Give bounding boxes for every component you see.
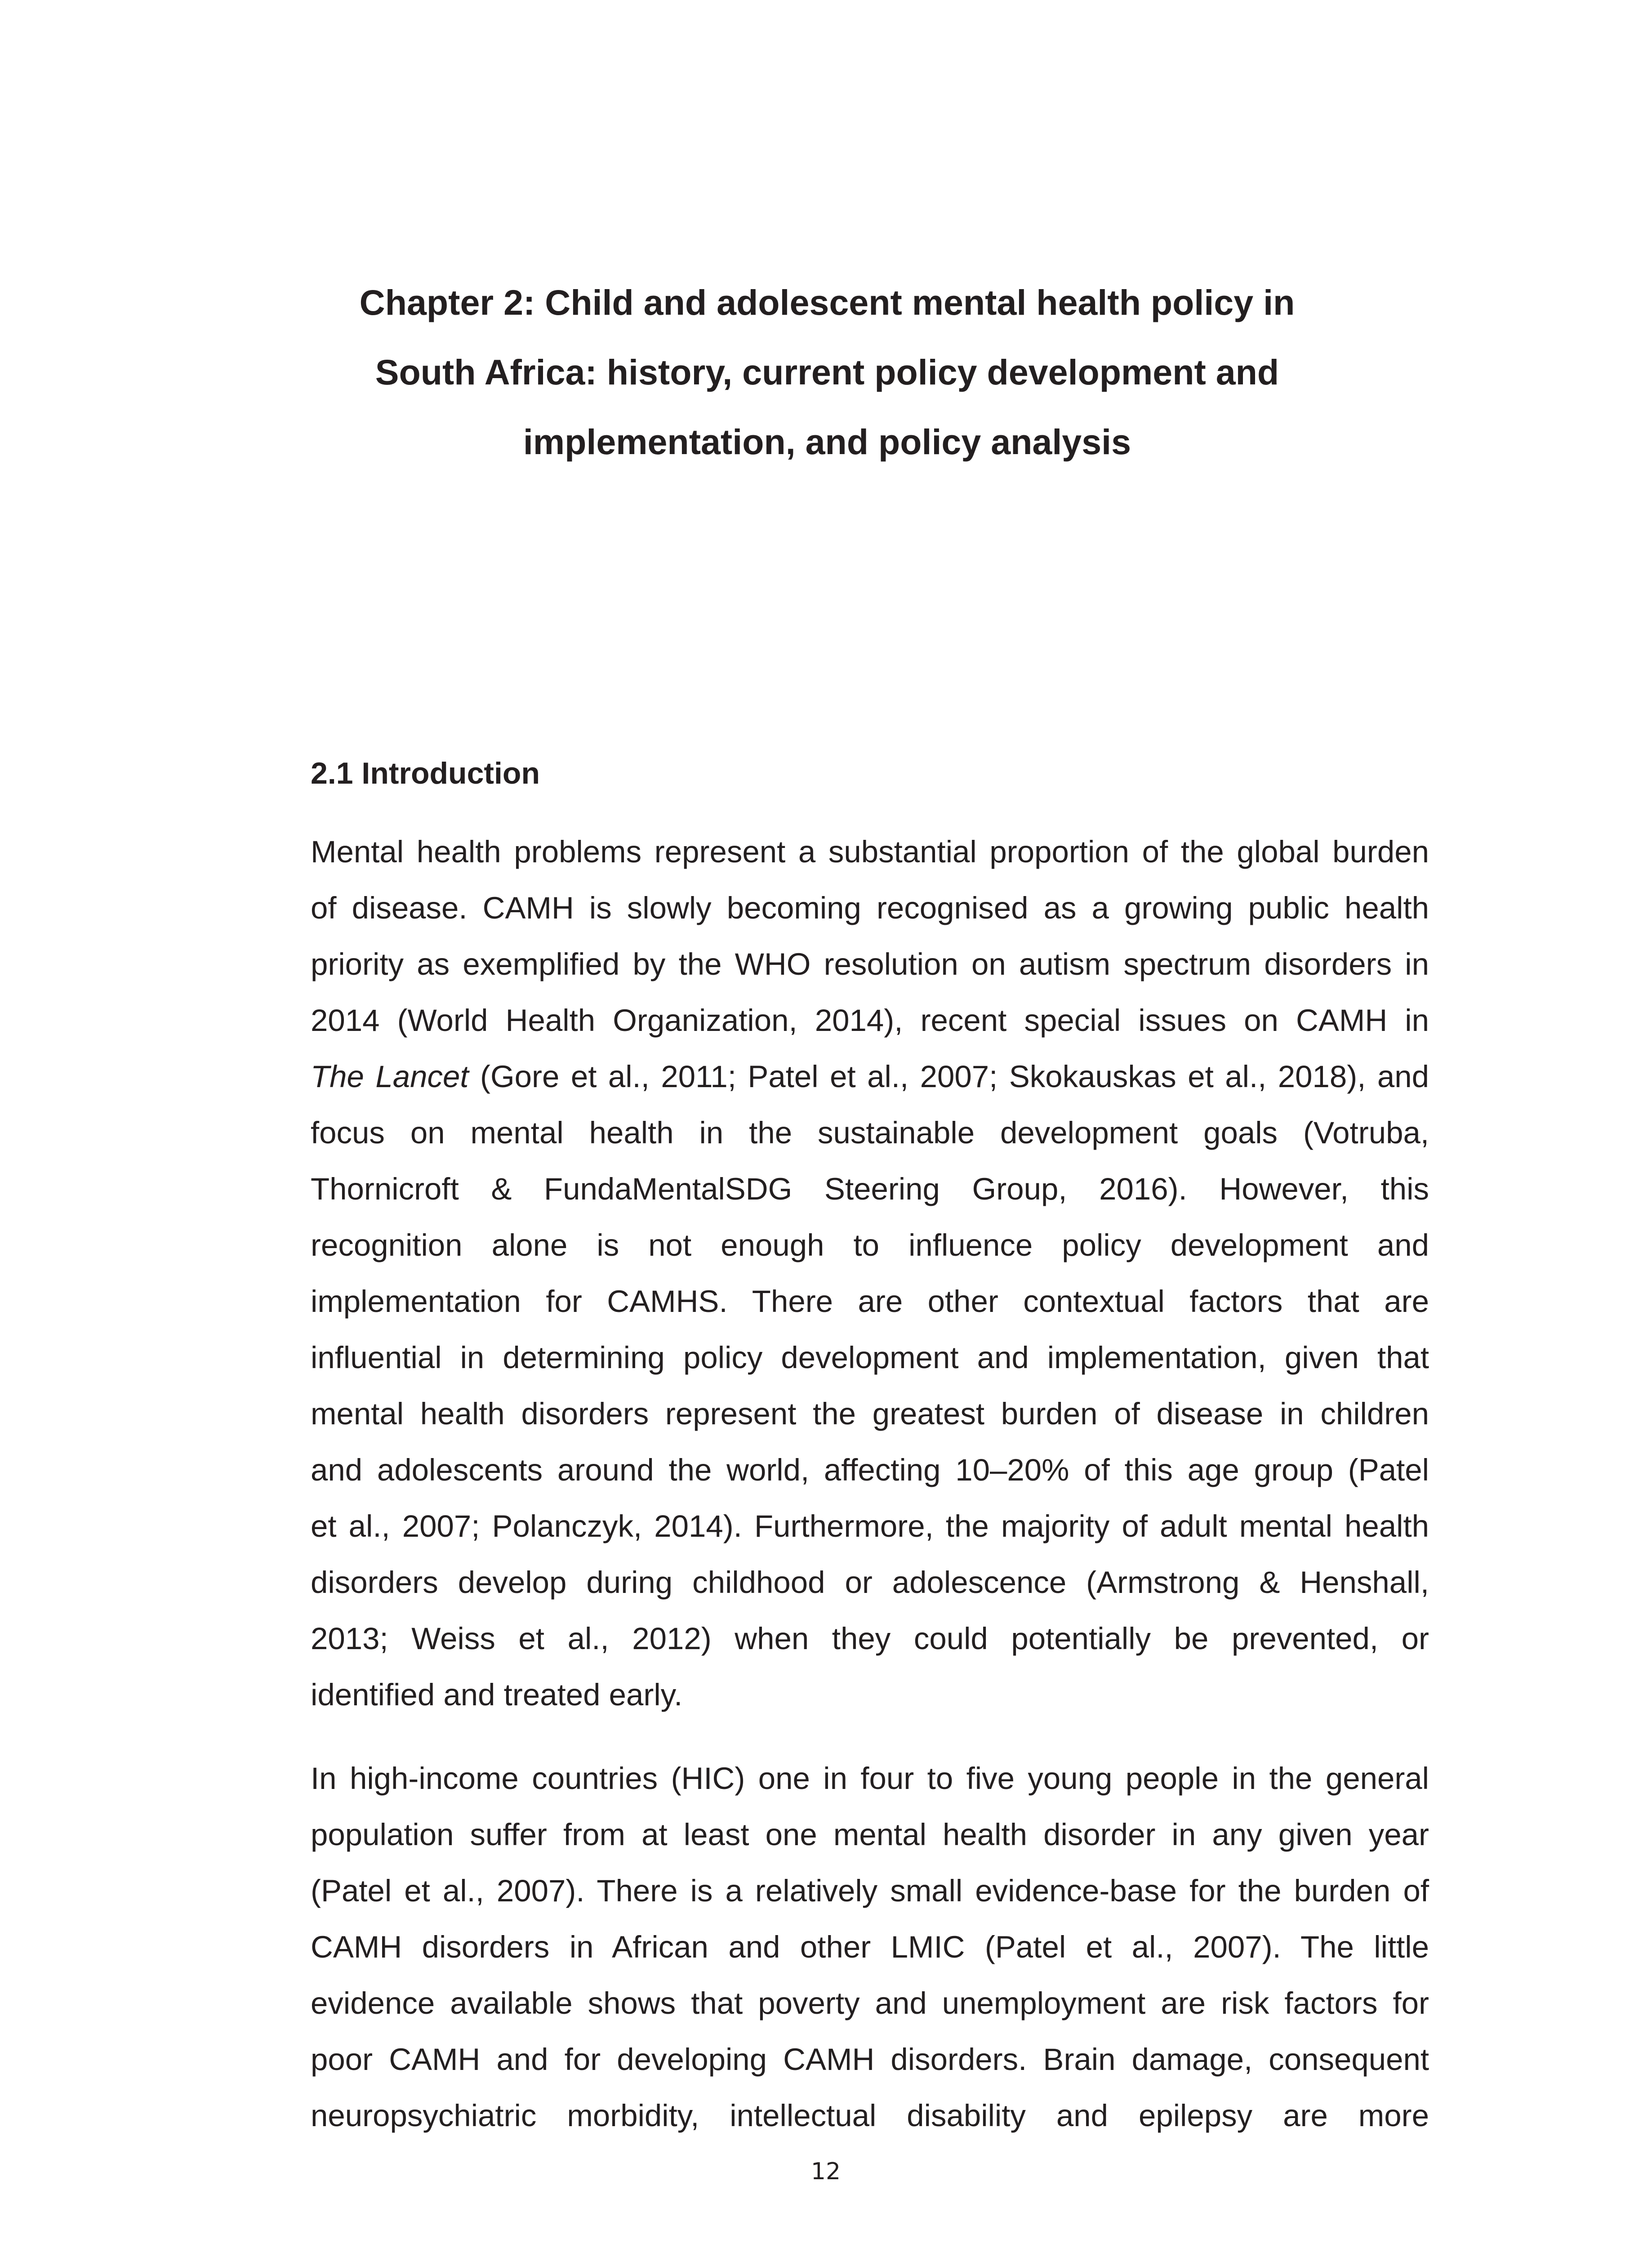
chapter-title-line: implementation, and policy analysis xyxy=(523,422,1131,462)
text-line: implementation for CAMHS. There are other contextual factors that are xyxy=(311,1284,1429,1319)
text-line: identified and treated early. xyxy=(311,1677,683,1712)
text-line: of disease. CAMH is slowly becoming recognised as a growing public health xyxy=(311,891,1429,925)
text-line: population suffer from at least one mental health disorder in any given year xyxy=(311,1817,1429,1852)
text-line: et al., 2007; Polanczyk, 2014). Furthermore, the majority of adult mental health xyxy=(311,1509,1429,1543)
chapter-title-line: South Africa: history, current policy development and xyxy=(375,352,1279,392)
text-line: priority as exemplified by the WHO resolution on autism spectrum disorders in xyxy=(311,947,1429,981)
body-paragraph xyxy=(311,1750,1429,2144)
text-line: influential in determining policy development and implementation, given that xyxy=(311,1340,1429,1375)
text-line: disorders develop during childhood or adolescence (Armstrong & Henshall, xyxy=(311,1565,1429,1600)
text-line: and adolescents around the world, affecting 10–20% of this age group (Patel xyxy=(311,1453,1429,1487)
text-line: 2013; Weiss et al., 2012) when they could potentially be prevented, or xyxy=(311,1621,1429,1656)
text-line: focus on mental health in the sustainable development goals (Votruba, xyxy=(311,1115,1429,1150)
text-fragment: (Gore et al., 2011; Patel et al., 2007; Skokauskas et al., 2018), and xyxy=(468,1059,1429,1094)
text-line: CAMH disorders in African and other LMIC (Patel et al., 2007). The little xyxy=(311,1930,1429,1964)
text-line: poor CAMH and for developing CAMH disorders. Brain damage, consequent xyxy=(311,2042,1429,2077)
text-line: (Patel et al., 2007). There is a relatively small evidence-base for the burden of xyxy=(311,1873,1429,1908)
text-line: Mental health problems represent a substantial proportion of the global burden xyxy=(311,834,1429,869)
text-line: mental health disorders represent the greatest burden of disease in children xyxy=(311,1396,1429,1431)
text-line: evidence available shows that poverty and unemployment are risk factors for xyxy=(311,1986,1429,2021)
text-line: 2014 (World Health Organization, 2014), recent special issues on CAMH in xyxy=(311,1003,1429,1038)
text-line xyxy=(311,1048,1429,1105)
body-paragraph xyxy=(311,824,1429,1723)
section-heading: 2.1 Introduction xyxy=(311,756,540,790)
text-line: neuropsychiatric morbidity, intellectual disability and epilepsy are more xyxy=(311,2098,1429,2133)
text-line: In high-income countries (HIC) one in four to five young people in the general xyxy=(311,1761,1429,1796)
journal-title: The Lancet xyxy=(311,1059,469,1094)
text-line: Thornicroft & FundaMentalSDG Steering Group, 2016). However, this xyxy=(311,1172,1429,1206)
chapter-title xyxy=(310,268,1344,477)
text-line: recognition alone is not enough to influence policy development and xyxy=(311,1228,1429,1262)
chapter-title-line: Chapter 2: Child and adolescent mental health policy in xyxy=(359,282,1295,322)
page-number: 12 xyxy=(810,2158,841,2185)
